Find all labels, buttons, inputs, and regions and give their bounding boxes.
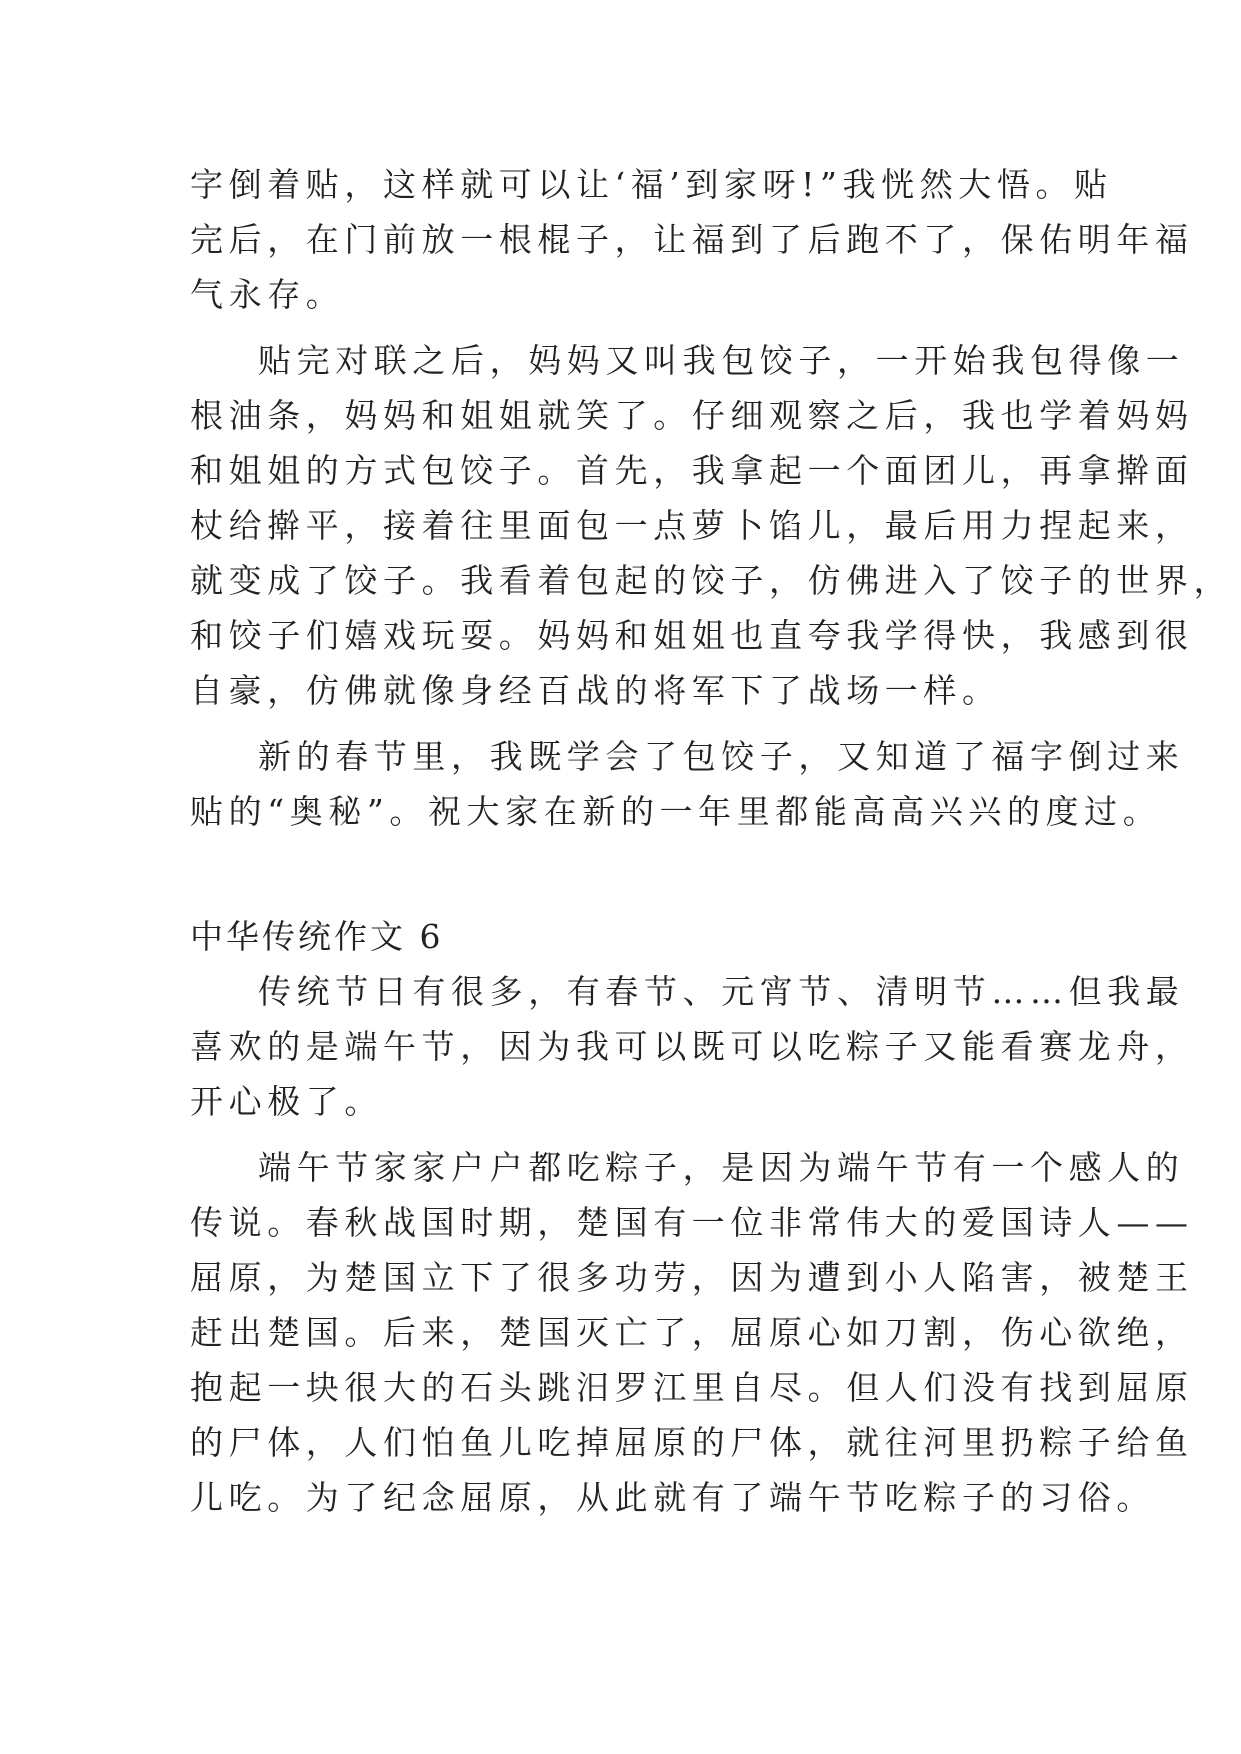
text-line: 端午节家家户户都吃粽子，是因为端午节有一个感人的 [258,1148,1185,1187]
text-line: 贴完对联之后，妈妈又叫我包饺子，一开始我包得像一 [258,341,1185,380]
text-line: 新的春节里，我既学会了包饺子，又知道了福字倒过来 [258,737,1185,776]
text-line: 气永存。 [190,275,345,314]
text-line: 喜欢的是端午节，因为我可以既可以吃粽子又能看赛龙舟， [190,1027,1194,1066]
section-heading: 中华传统作文 6 [190,917,444,956]
text-line: 开心极了。 [190,1082,383,1121]
text-line: 就变成了饺子。我看着包起的饺子，仿佛进入了饺子的世界， [190,561,1233,600]
text-line: 的尸体，人们怕鱼儿吃掉屈原的尸体，就往河里扔粽子给鱼 [190,1423,1194,1462]
text-line: 贴的“奥秘”。祝大家在新的一年里都能高高兴兴的度过。 [190,792,1162,831]
text-line: 杖给擀平，接着往里面包一点萝卜馅儿，最后用力捏起来， [190,506,1194,545]
text-line: 和姐姐的方式包饺子。首先，我拿起一个面团儿，再拿擀面 [190,451,1194,490]
text-line: 字倒着贴，这样就可以让‘福’到家呀!”我恍然大悟。贴 [190,165,1113,204]
text-line: 屈原，为楚国立下了很多功劳，因为遭到小人陷害，被楚王 [190,1258,1194,1297]
text-line: 儿吃。为了纪念屈原，从此就有了端午节吃粽子的习俗。 [190,1478,1155,1517]
text-line: 根油条，妈妈和姐姐就笑了。仔细观察之后，我也学着妈妈 [190,396,1194,435]
text-line: 自豪，仿佛就像身经百战的将军下了战场一样。 [190,671,1001,710]
text-line: 抱起一块很大的石头跳汨罗江里自尽。但人们没有找到屈原 [190,1368,1194,1407]
text-line: 完后，在门前放一根棍子，让福到了后跑不了，保佑明年福 [190,220,1194,259]
text-line: 和饺子们嬉戏玩耍。妈妈和姐姐也直夸我学得快，我感到很 [190,616,1194,655]
text-line: 传统节日有很多，有春节、元宵节、清明节……但我最 [258,972,1185,1011]
text-line: 传说。春秋战国时期，楚国有一位非常伟大的爱国诗人—— [190,1203,1194,1242]
text-line: 赶出楚国。后来，楚国灭亡了，屈原心如刀割，伤心欲绝， [190,1313,1194,1352]
